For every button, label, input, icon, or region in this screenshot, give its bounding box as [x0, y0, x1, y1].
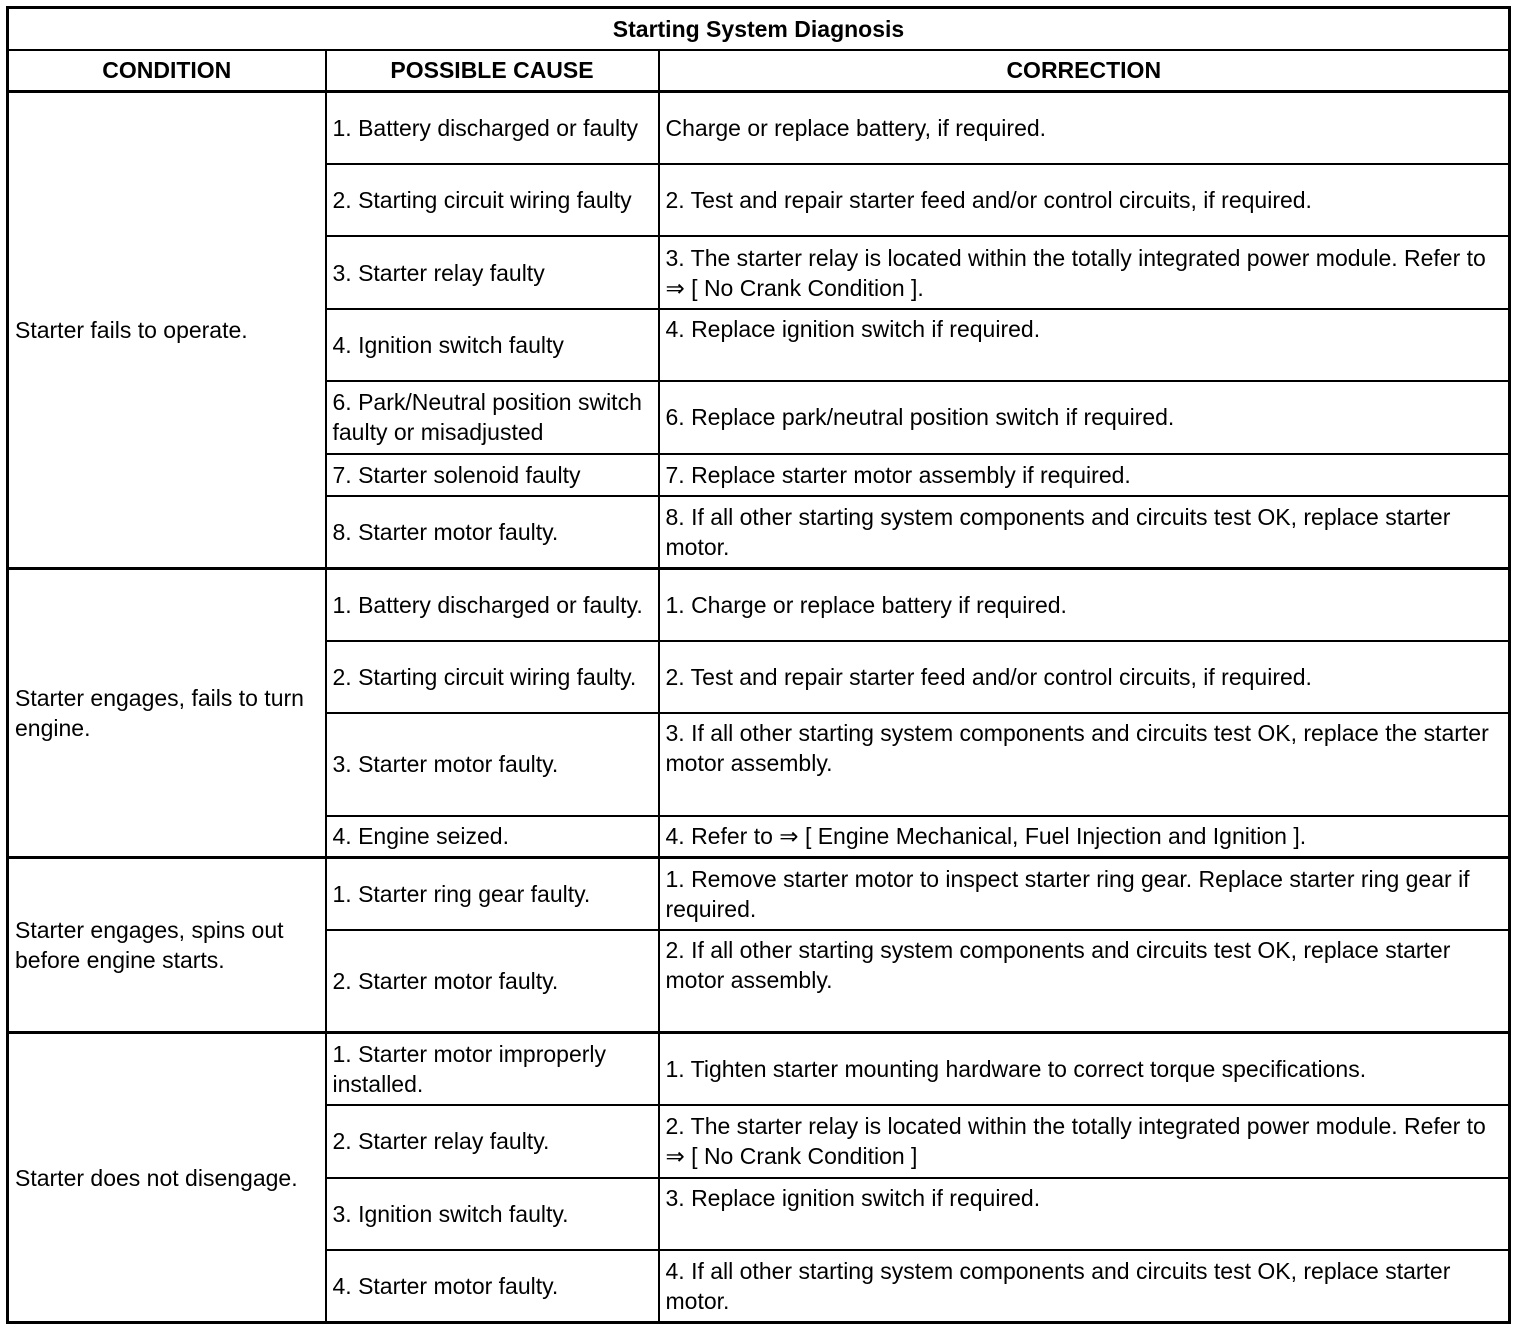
- correction-cell: 2. Test and repair starter feed and/or control circuits, if required.: [659, 164, 1510, 236]
- cause-cell: 2. Starter motor faulty.: [326, 930, 659, 1033]
- cause-cell: 1. Battery discharged or faulty.: [326, 568, 659, 640]
- cause-cell: 4. Engine seized.: [326, 816, 659, 858]
- cause-cell: 4. Starter motor faulty.: [326, 1250, 659, 1323]
- correction-cell: 3. The starter relay is located within the totally integrated power module. Refer to ⇒ [ No Crank Condition ].: [659, 236, 1510, 308]
- correction-cell: 8. If all other starting system components and circuits test OK, replace starter motor.: [659, 496, 1510, 568]
- correction-cell: 6. Replace park/neutral position switch if required.: [659, 381, 1510, 453]
- correction-cell: 1. Charge or replace battery if required.: [659, 568, 1510, 640]
- correction-cell: 4. Replace ignition switch if required.: [659, 309, 1510, 381]
- cause-cell: 6. Park/Neutral position switch faulty or misadjusted: [326, 381, 659, 453]
- condition-cell: Starter fails to operate.: [8, 92, 326, 569]
- table-title: Starting System Diagnosis: [8, 8, 1510, 50]
- table-row: [8, 858, 1510, 930]
- cause-cell: 1. Starter motor improperly installed.: [326, 1033, 659, 1105]
- correction-cell: 1. Remove starter motor to inspect starter ring gear. Replace starter ring gear if required.: [659, 858, 1510, 930]
- correction-cell: 3. If all other starting system components and circuits test OK, replace the starter motor assembly.: [659, 713, 1510, 816]
- cause-cell: 3. Starter relay faulty: [326, 236, 659, 308]
- cause-cell: 3. Starter motor faulty.: [326, 713, 659, 816]
- table-row: [8, 568, 1510, 640]
- correction-cell: Charge or replace battery, if required.: [659, 92, 1510, 164]
- column-header-correction: CORRECTION: [659, 50, 1510, 92]
- cause-cell: 2. Starter relay faulty.: [326, 1105, 659, 1177]
- cause-cell: 7. Starter solenoid faulty: [326, 454, 659, 496]
- cause-cell: 1. Battery discharged or faulty: [326, 92, 659, 164]
- column-header-possible-cause: POSSIBLE CAUSE: [326, 50, 659, 92]
- condition-cell: Starter engages, fails to turn engine.: [8, 568, 326, 858]
- cause-cell: 2. Starting circuit wiring faulty.: [326, 641, 659, 713]
- correction-cell: 2. Test and repair starter feed and/or control circuits, if required.: [659, 641, 1510, 713]
- condition-cell: Starter does not disengage.: [8, 1033, 326, 1323]
- table-row: [8, 1033, 1510, 1105]
- correction-cell: 2. If all other starting system components and circuits test OK, replace starter motor assembly.: [659, 930, 1510, 1033]
- column-header-condition: CONDITION: [8, 50, 326, 92]
- correction-cell: 4. If all other starting system components and circuits test OK, replace starter motor.: [659, 1250, 1510, 1323]
- cause-cell: 3. Ignition switch faulty.: [326, 1178, 659, 1250]
- condition-cell: Starter engages, spins out before engine starts.: [8, 858, 326, 1033]
- correction-cell: 2. The starter relay is located within the totally integrated power module. Refer to ⇒ [ No Crank Condition ]: [659, 1105, 1510, 1177]
- table-row: [8, 92, 1510, 164]
- cause-cell: 4. Ignition switch faulty: [326, 309, 659, 381]
- cause-cell: 1. Starter ring gear faulty.: [326, 858, 659, 930]
- correction-cell: 3. Replace ignition switch if required.: [659, 1178, 1510, 1250]
- correction-cell: 1. Tighten starter mounting hardware to correct torque specifications.: [659, 1033, 1510, 1105]
- correction-cell: 4. Refer to ⇒ [ Engine Mechanical, Fuel Injection and Ignition ].: [659, 816, 1510, 858]
- diagnosis-table: [6, 6, 1511, 1324]
- correction-cell: 7. Replace starter motor assembly if required.: [659, 454, 1510, 496]
- cause-cell: 8. Starter motor faulty.: [326, 496, 659, 568]
- cause-cell: 2. Starting circuit wiring faulty: [326, 164, 659, 236]
